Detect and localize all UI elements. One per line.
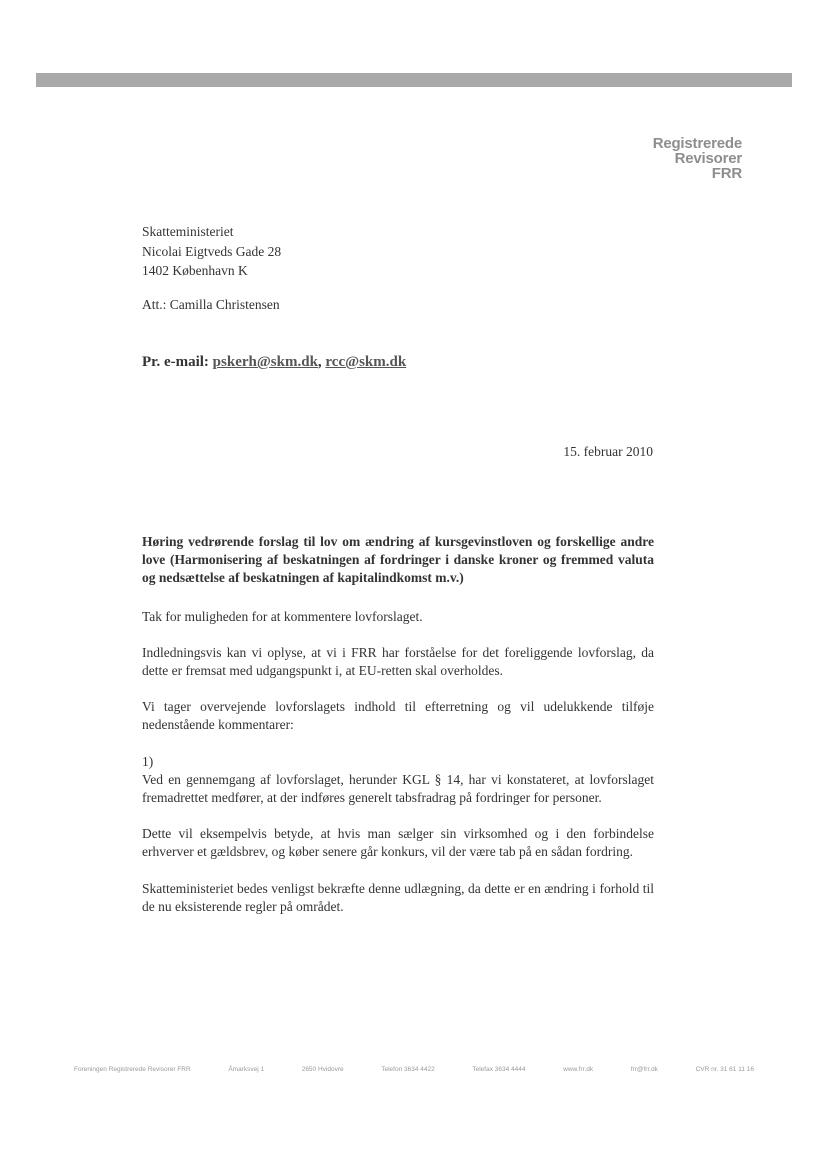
- recipient-name: Skatteministeriet: [142, 224, 234, 239]
- recipient-street: Nicolai Eigtveds Gade 28: [142, 243, 282, 259]
- footer-mail: frr@frr.dk: [630, 1066, 658, 1073]
- header-bar: [36, 73, 792, 87]
- paragraph-intro: Indledningsvis kan vi oplyse, at vi i FRR har forståelse for det foreliggende lovforslag, da dette er fremsat med udgangspunkt i, at EU-retten skal overholdes.: [142, 644, 654, 679]
- recipient-address: [142, 222, 281, 281]
- letter-body: [142, 533, 654, 934]
- footer-street: Åmarksvej 1: [228, 1066, 265, 1073]
- footer-web: www.frr.dk: [563, 1066, 594, 1073]
- email-link-2[interactable]: rcc@skm.dk: [325, 354, 407, 370]
- paragraph-review: Ved en gennemgang af lovforslaget, herunder KGL § 14, har vi konstateret, at lovforslaget fremadrettet medfører, at der indføres generelt tabsfradrag på fordringer for personer.: [142, 771, 654, 806]
- item-number: 1): [142, 753, 154, 769]
- paragraph-example: Dette vil eksempelvis betyde, at hvis man sælger sin virksomhed og i den forbindelse erhverver et gældsbrev, og køber senere går konkurs, vil der være tab på en sådan fordring.: [142, 826, 654, 860]
- attention-line: Att.: Camilla Christensen: [142, 297, 280, 312]
- footer-fax: Telefax 3634 4444: [472, 1066, 526, 1073]
- recipient-city: 1402 København K: [142, 263, 248, 278]
- footer: [74, 1066, 754, 1073]
- footer-org: Foreningen Registrerede Revisorer FRR: [74, 1066, 191, 1073]
- letter-date: 15. februar 2010: [563, 444, 653, 459]
- email-separator: ,: [317, 354, 322, 370]
- letter-subject: Høring vedrørende forslag til lov om ændring af kursgevinstloven og forskellige andre love (Harmonisering af beskatningen af fordringer i danske kroner og fremmed valuta og nedsættelse af beskatningen af kapitalindkomst m.v.): [142, 534, 654, 586]
- logo-line-3: FRR: [711, 165, 742, 182]
- frr-logo: [653, 136, 742, 181]
- footer-cvr: CVR nr. 31 61 11 16: [695, 1066, 754, 1073]
- paragraph-comments: Vi tager overvejende lovforslagets indhold til efterretning og vil udelukkende tilføje nedenstående kommentarer:: [142, 699, 654, 733]
- logo-line-2: Revisorer: [674, 150, 742, 167]
- paragraph-request: Skatteministeriet bedes venligst bekræfte denne udlægning, da dette er en ændring i forhold til de nu eksisterende regler på området.: [142, 880, 654, 914]
- logo-line-1: Registrerede: [652, 135, 742, 152]
- email-line: [142, 354, 406, 371]
- email-link-1[interactable]: pskerh@skm.dk: [212, 354, 318, 370]
- paragraph-thanks: Tak for muligheden for at kommentere lovforslaget.: [142, 608, 423, 624]
- footer-city: 2650 Hvidovre: [301, 1066, 344, 1073]
- email-label: Pr. e-mail:: [142, 354, 209, 370]
- footer-phone: Telefon 3634 4422: [381, 1066, 435, 1073]
